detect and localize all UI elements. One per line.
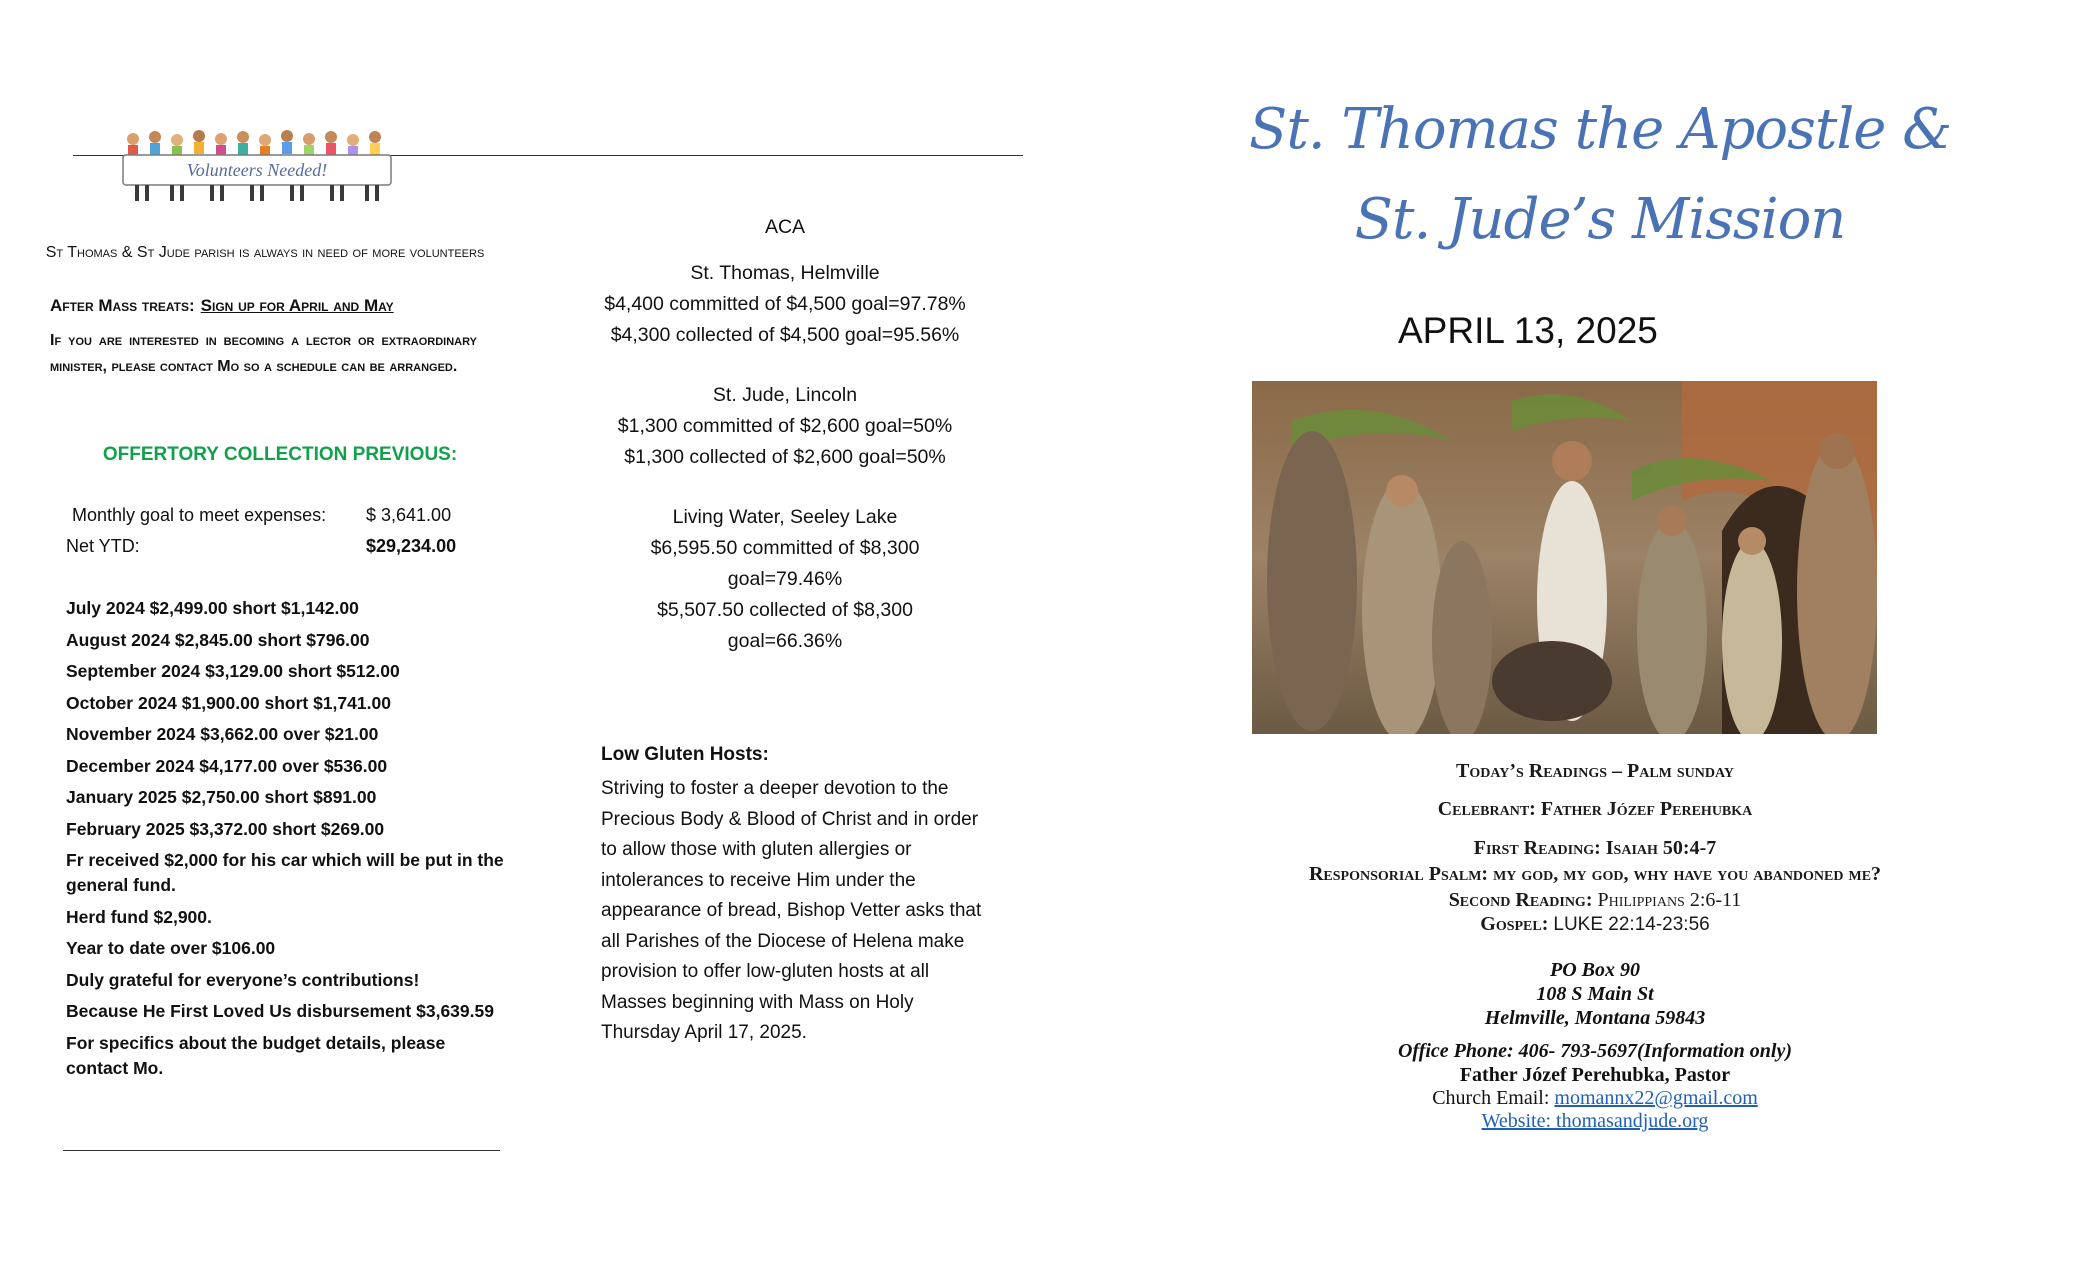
parish-title [1200, 85, 2000, 265]
aca-line: $5,507.50 collected of $8,300 [657, 599, 913, 621]
aca-block-st-jude [560, 380, 1010, 473]
aca-line: $6,595.50 committed of $8,300 [650, 537, 920, 559]
pastor-name: Father Józef Perehubka, Pastor [1459, 1064, 1731, 1086]
gospel-label: Gospel: [1480, 913, 1549, 935]
list-item: December 2024 $4,177.00 over $536.00 [66, 755, 388, 776]
gospel-value: LUKE 22:14-23:56 [1553, 914, 1710, 935]
po-box: PO Box 90 [1550, 959, 1640, 981]
volunteers-banner-image [115, 125, 400, 207]
lector-note: If you are interested in becoming a lector or extraordinary minister, please contact Mo so a schedule can be arranged. [50, 332, 477, 375]
aca-block-st-thomas [560, 258, 1010, 351]
aca-line: $4,300 collected of $4,500 goal=95.56% [610, 324, 960, 346]
aca-line: $1,300 committed of $2,600 goal=50% [617, 415, 953, 437]
list-item: Fr received $2,000 for his car which will be put in the general fund. [66, 850, 504, 895]
treats-label: After Mass treats: [50, 296, 195, 315]
net-ytd-label: Net YTD: [66, 536, 140, 556]
responsorial-psalm: Responsorial Psalm: my god, my god, why have you abandoned me? [1308, 863, 1882, 885]
aca-line: goal=66.36% [727, 630, 843, 652]
offertory-list [66, 596, 506, 1087]
list-item: September 2024 $3,129.00 short $512.00 [66, 661, 400, 681]
list-item: February 2025 $3,372.00 short $269.00 [66, 818, 385, 839]
list-item: July 2024 $2,499.00 short $1,142.00 [66, 598, 359, 618]
volunteer-crowd [127, 130, 381, 158]
list-item: Year to date over $106.00 [66, 938, 276, 958]
aca-line: $4,400 committed of $4,500 goal=97.78% [604, 293, 966, 315]
website-link[interactable]: Website: thomasandjude.org [1481, 1110, 1709, 1132]
email-label: Church Email: [1432, 1087, 1550, 1109]
second-reading-label: Second Reading: [1448, 889, 1593, 911]
parish-volunteer-note: St Thomas & St Jude parish is always in need of more volunteers [45, 244, 485, 261]
net-ytd-value: $29,234.00 [366, 536, 457, 556]
website-row [1165, 1109, 2025, 1133]
title-line-2: St. Jude’s Mission [1354, 187, 1846, 252]
street-address: 108 S Main St [1536, 983, 1654, 1005]
list-item: October 2024 $1,900.00 short $1,741.00 [66, 692, 391, 713]
aca-line: St. Jude, Lincoln [712, 384, 858, 406]
aca-line: Living Water, Seeley Lake [672, 506, 898, 528]
aca-line: St. Thomas, Helmville [690, 262, 880, 284]
aca-block-living-water [560, 502, 1010, 657]
gospel [1165, 913, 2025, 936]
office-phone: Office Phone: 406- 793-5697(Information only) [1397, 1040, 1793, 1062]
after-mass-treats [50, 296, 490, 316]
celebrant: Celebrant: Father Józef Perehubka [1437, 798, 1753, 820]
second-reading [1165, 889, 2025, 912]
list-item: Because He First Loved Us disbursement $3,639.59 [66, 1001, 494, 1021]
second-reading-value: Philippians 2:6-11 [1597, 889, 1742, 911]
list-item: November 2024 $3,662.00 over $21.00 [66, 724, 379, 744]
volunteer-legs [135, 185, 379, 201]
banner-text: Volunteers Needed! [186, 160, 328, 180]
list-item: Duly grateful for everyone’s contributions! [66, 969, 420, 990]
monthly-goal-value: $ 3,641.00 [366, 505, 452, 525]
title-line-1: St. Thomas the Apostle & [1248, 97, 1952, 162]
low-gluten-title: Low Gluten Hosts: [601, 744, 769, 765]
treats-signup-link[interactable]: Sign up for April and May [200, 296, 394, 315]
list-item: August 2024 $2,845.00 short $796.00 [66, 629, 370, 650]
church-email-row [1165, 1086, 2025, 1110]
aca-section [560, 212, 1010, 657]
aca-line: $1,300 collected of $2,600 goal=50% [624, 446, 946, 468]
list-item: Herd fund $2,900. [66, 906, 212, 927]
offertory-title: OFFERTORY COLLECTION PREVIOUS: [102, 444, 458, 465]
list-item: January 2025 $2,750.00 short $891.00 [66, 787, 377, 807]
church-email-link[interactable]: momannx22@gmail.com [1554, 1087, 1758, 1109]
low-gluten-body: Striving to foster a deeper devotion to the Precious Body & Blood of Christ and in order to allow those with gluten allergies or intolerances to receive Him under the appearance of bread, Bishop Vetter asks that all Parishes of the Diocese of Helena make provision to offer low-gluten hosts at all Masses beginning with Mass on Holy Thursday April 17, 2025. [601, 778, 982, 1043]
palm-sunday-image [1252, 381, 1877, 734]
bulletin-date: APRIL 13, 2025 [1398, 310, 1658, 351]
list-item: For specifics about the budget details, please contact Mo. [66, 1032, 446, 1078]
readings-heading: Today’s Readings – Palm sunday [1456, 760, 1734, 782]
aca-line: goal=79.46% [727, 568, 843, 590]
first-reading: First Reading: Isaiah 50:4-7 [1473, 837, 1717, 859]
bottom-divider [63, 1150, 500, 1151]
monthly-goal-label: Monthly goal to meet expenses: [72, 505, 327, 525]
aca-title: ACA [764, 216, 806, 238]
city-state-zip: Helmville, Montana 59843 [1484, 1007, 1706, 1029]
mailing-address [1165, 958, 2025, 1030]
